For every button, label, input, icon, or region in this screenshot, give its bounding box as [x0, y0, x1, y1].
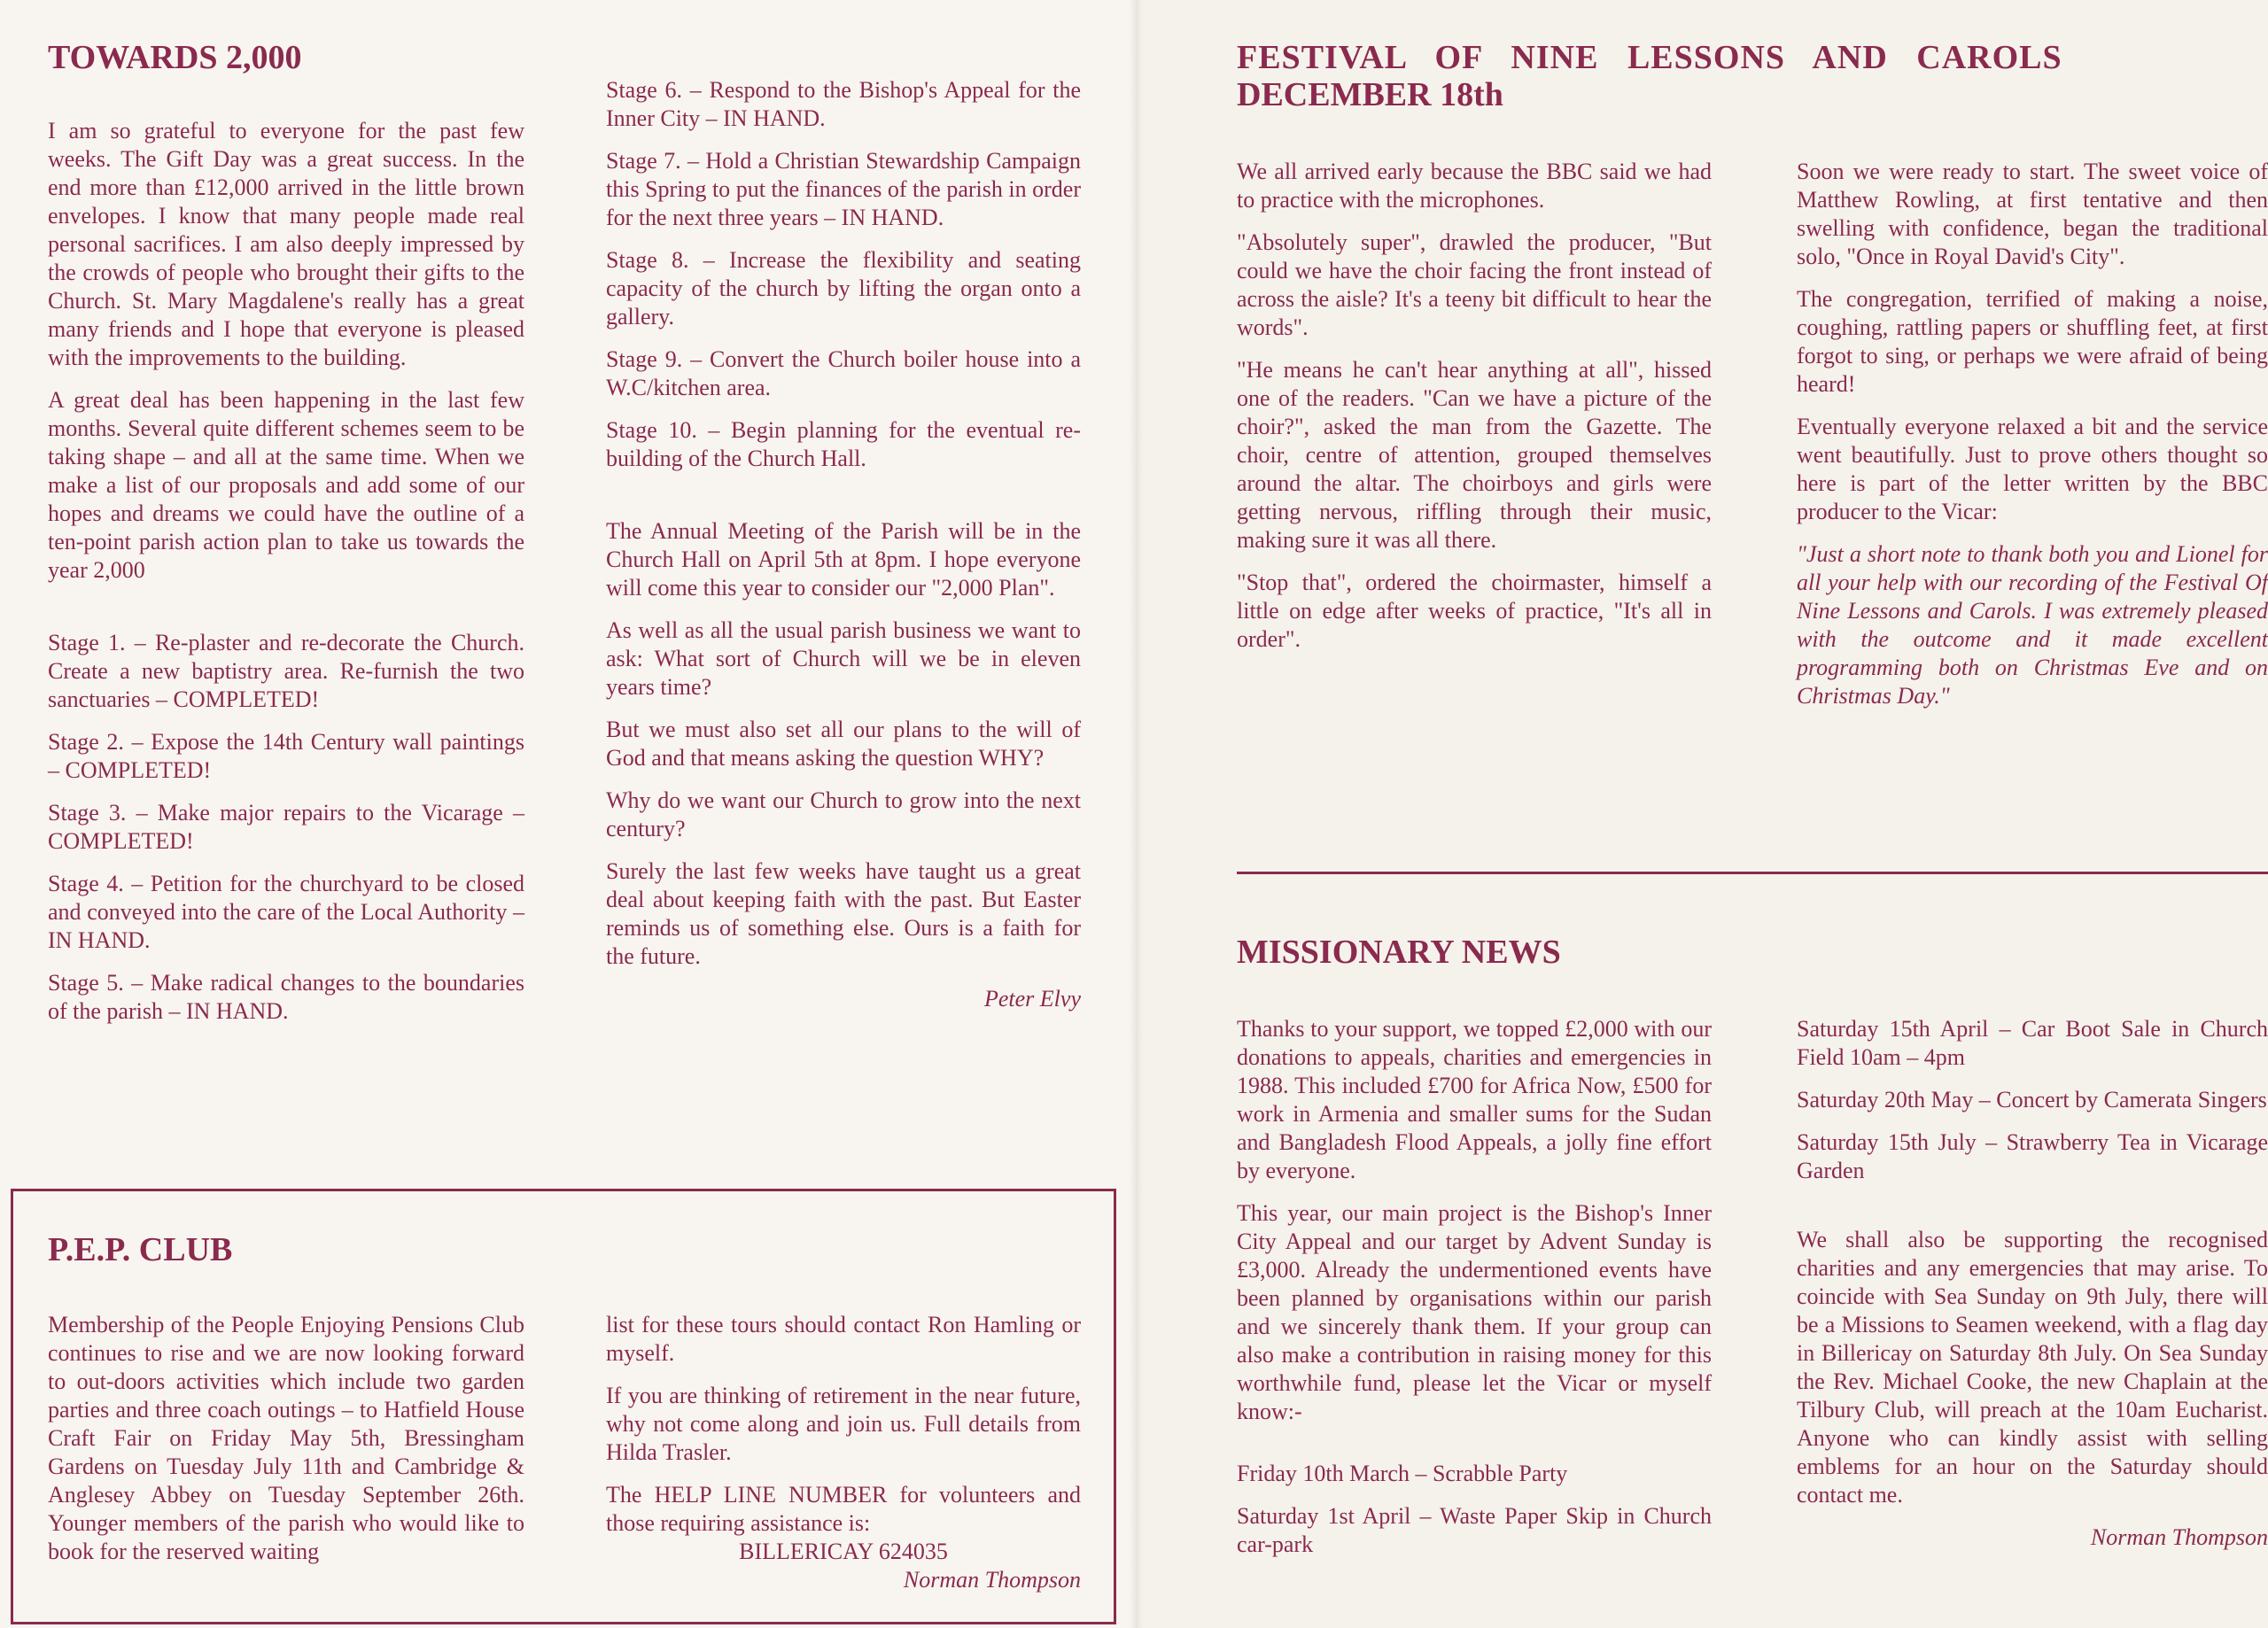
stage-item: Stage 6. – Respond to the Bishop's Appeal for the Inner City – IN HAND.: [606, 77, 1081, 131]
stage-item: Stage 8. – Increase the flexibility and seating capacity of the church by lifting the organ onto a gallery.: [606, 247, 1081, 329]
event-item: Friday 10th March – Scrabble Party: [1237, 1461, 1568, 1486]
festival-paragraph: The congregation, terrified of making a noise, coughing, rattling papers or shuffling feet, at first forgot to sing, or perhaps we were afraid of being heard!: [1797, 286, 2268, 397]
festival-paragraph: We all arrived early because the BBC said we had to practice with the microphones.: [1237, 159, 1712, 213]
stage-item: Stage 7. – Hold a Christian Stewardship Campaign this Spring to put the finances of the parish in order for the next three years – IN HAND.: [606, 148, 1081, 230]
towards-col2: [606, 76, 1081, 1027]
towards-paragraph: As well as all the usual parish business we want to ask: What sort of Church will we be in eleven years time?: [606, 617, 1081, 700]
pep-phone: BILLERICAY 624035: [739, 1539, 948, 1564]
towards-heading: TOWARDS 2,000: [48, 39, 302, 76]
page-fold: [1129, 0, 1143, 1628]
towards-paragraph: Why do we want our Church to grow into the next century?: [606, 787, 1081, 841]
pep-paragraph: If you are thinking of retirement in the near future, why not come along and join us. Full details from Hilda Trasler.: [606, 1383, 1081, 1465]
pep-heading: P.E.P. CLUB: [48, 1231, 233, 1268]
stage-item: Stage 1. – Re-plaster and re-decorate the Church. Create a new baptistry area. Re-furnish the two sanctuaries – COMPLETED!: [48, 630, 524, 712]
stage-item: Stage 5. – Make radical changes to the boundaries of the parish – IN HAND.: [48, 970, 524, 1024]
towards-signature: Peter Elvy: [984, 986, 1081, 1012]
towards-paragraph: A great deal has been happening in the last few months. Several quite different schemes seem to be taking shape – and all at the same time. When we make a list of our proposals and add some of our hopes and dreams we could have the outline of a ten-point parish action plan to take us towards the year 2,000: [48, 387, 524, 583]
missionary-col2: [1797, 1015, 2268, 1566]
festival-paragraph: "Stop that", ordered the choirmaster, himself a little on edge after weeks of practice, "It's all in order".: [1237, 570, 1712, 652]
towards-paragraph: The Annual Meeting of the Parish will be in the Church Hall on April 5th at 8pm. I hope everyone will come this year to consider our "2,000 Plan".: [606, 518, 1081, 601]
event-item: Saturday 15th April – Car Boot Sale in Church Field 10am – 4pm: [1797, 1016, 2268, 1070]
bbc-letter-quote: "Just a short note to thank both you and Lionel for all your help with our recording of the Festival Of Nine Lessons and Carols. I was extremely pleased with the outcome and it made excellent programming both on Christmas Eve and on Christmas Day.": [1797, 541, 2268, 709]
section-divider: [1237, 872, 2268, 874]
missionary-paragraph: Thanks to your support, we topped £2,000 with our donations to appeals, charities and emergencies in 1988. This included £700 for Africa Now, £500 for work in Armenia and smaller sums for the Sudan and Bangladesh Flood Appeals, a jolly fine effort by everyone.: [1237, 1016, 1712, 1183]
event-item: Saturday 15th July – Strawberry Tea in Vicarage Garden: [1797, 1129, 2268, 1183]
festival-paragraph: "Absolutely super", drawled the producer, "But could we have the choir facing the front instead of across the aisle? It's a teeny bit difficult to hear the words".: [1237, 229, 1712, 340]
pep-paragraph: Membership of the People Enjoying Pensions Club continues to rise and we are now looking forward to out-doors activities which include two garden parties and three coach outings – to Hatfield House Craft Fair on Friday May 5th, Bressingham Gardens on Tuesday July 11th and Cambridge & Anglesey Abbey on Tuesday September 26th. Younger members of the parish who would like to book for the reserved waiting: [48, 1312, 524, 1564]
event-item: Saturday 20th May – Concert by Camerata Singers: [1797, 1087, 2267, 1112]
missionary-paragraph: This year, our main project is the Bishop's Inner City Appeal and our target by Advent Sunday is £3,000. Already the undermentioned events have been planned by organisations within our parish and we sincerely thank them. If your group can also make a contribution in raising money for this worthwhile fund, please let the Vicar or myself know:-: [1237, 1200, 1712, 1424]
pep-col2: [606, 1311, 1081, 1594]
festival-paragraph: Eventually everyone relaxed a bit and the service went beautifully. Just to prove others thought so here is part of the letter written by the BBC producer to the Vicar:: [1797, 414, 2268, 524]
missionary-col1: [1237, 1015, 1712, 1573]
pep-signature: Norman Thompson: [903, 1567, 1081, 1593]
missionary-signature: Norman Thompson: [2090, 1524, 2268, 1550]
festival-col1: [1237, 158, 1712, 668]
pep-paragraph: The HELP LINE NUMBER for volunteers and those requiring assistance is:: [606, 1482, 1081, 1536]
festival-paragraph: Soon we were ready to start. The sweet voice of Matthew Rowling, at first tentative and then swelling with confidence, began the traditional solo, "Once in Royal David's City".: [1797, 159, 2268, 269]
pep-paragraph: list for these tours should contact Ron Hamling or myself.: [606, 1312, 1081, 1366]
missionary-paragraph: We shall also be supporting the recognised charities and any emergencies that may arise. To coincide with Sea Sunday on 9th July, there will be a Missions to Seamen weekend, with a flag day in Billericay on Saturday 8th July. On Sea Sunday the Rev. Michael Cooke, the new Chaplain at the Tilbury Club, will preach at the 10am Eucharist. Anyone who can kindly assist with selling emblems for an hour on the Saturday should contact me.: [1797, 1227, 2268, 1508]
festival-paragraph: "He means he can't hear anything at all", hissed one of the readers. "Can we have a picture of the choir?", asked the man from the Gazette. The choir, centre of attention, grouped themselves around the altar. The choirboys and girls were getting nervous, riffling through their music, making sure it was all there.: [1237, 357, 1712, 553]
stage-item: Stage 10. – Begin planning for the eventual re-building of the Church Hall.: [606, 417, 1081, 471]
festival-col2: [1797, 158, 2268, 725]
event-item: Saturday 1st April – Waste Paper Skip in Church car-park: [1237, 1503, 1712, 1557]
towards-paragraph: Surely the last few weeks have taught us a great deal about keeping faith with the past. But Easter reminds us of something else. Ours is a faith for the future.: [606, 858, 1081, 969]
festival-heading-date: DECEMBER 18th: [1237, 76, 1503, 113]
towards-paragraph: But we must also set all our plans to the will of God and that means asking the question WHY?: [606, 717, 1081, 771]
stage-item: Stage 9. – Convert the Church boiler house into a W.C/kitchen area.: [606, 346, 1081, 400]
stage-item: Stage 2. – Expose the 14th Century wall paintings – COMPLETED!: [48, 729, 524, 783]
stage-item: Stage 3. – Make major repairs to the Vicarage – COMPLETED!: [48, 800, 524, 854]
pep-col1: [48, 1311, 524, 1580]
stage-item: Stage 4. – Petition for the churchyard to be closed and conveyed into the care of the Local Authority – IN HAND.: [48, 871, 524, 953]
towards-paragraph: I am so grateful to everyone for the past few weeks. The Gift Day was a great success. In the end more than £12,000 arrived in the little brown envelopes. I know that many people made real personal sacrifices. I am also deeply impressed by the crowds of people who brought their gifts to the Church. St. Mary Magdalene's really has a great many friends and I hope that everyone is pleased with the improvements to the building.: [48, 118, 524, 370]
missionary-heading: MISSIONARY NEWS: [1237, 934, 1561, 971]
towards-col1: [48, 117, 524, 1040]
festival-heading: FESTIVAL OF NINE LESSONS AND CAROLS: [1237, 39, 2062, 76]
